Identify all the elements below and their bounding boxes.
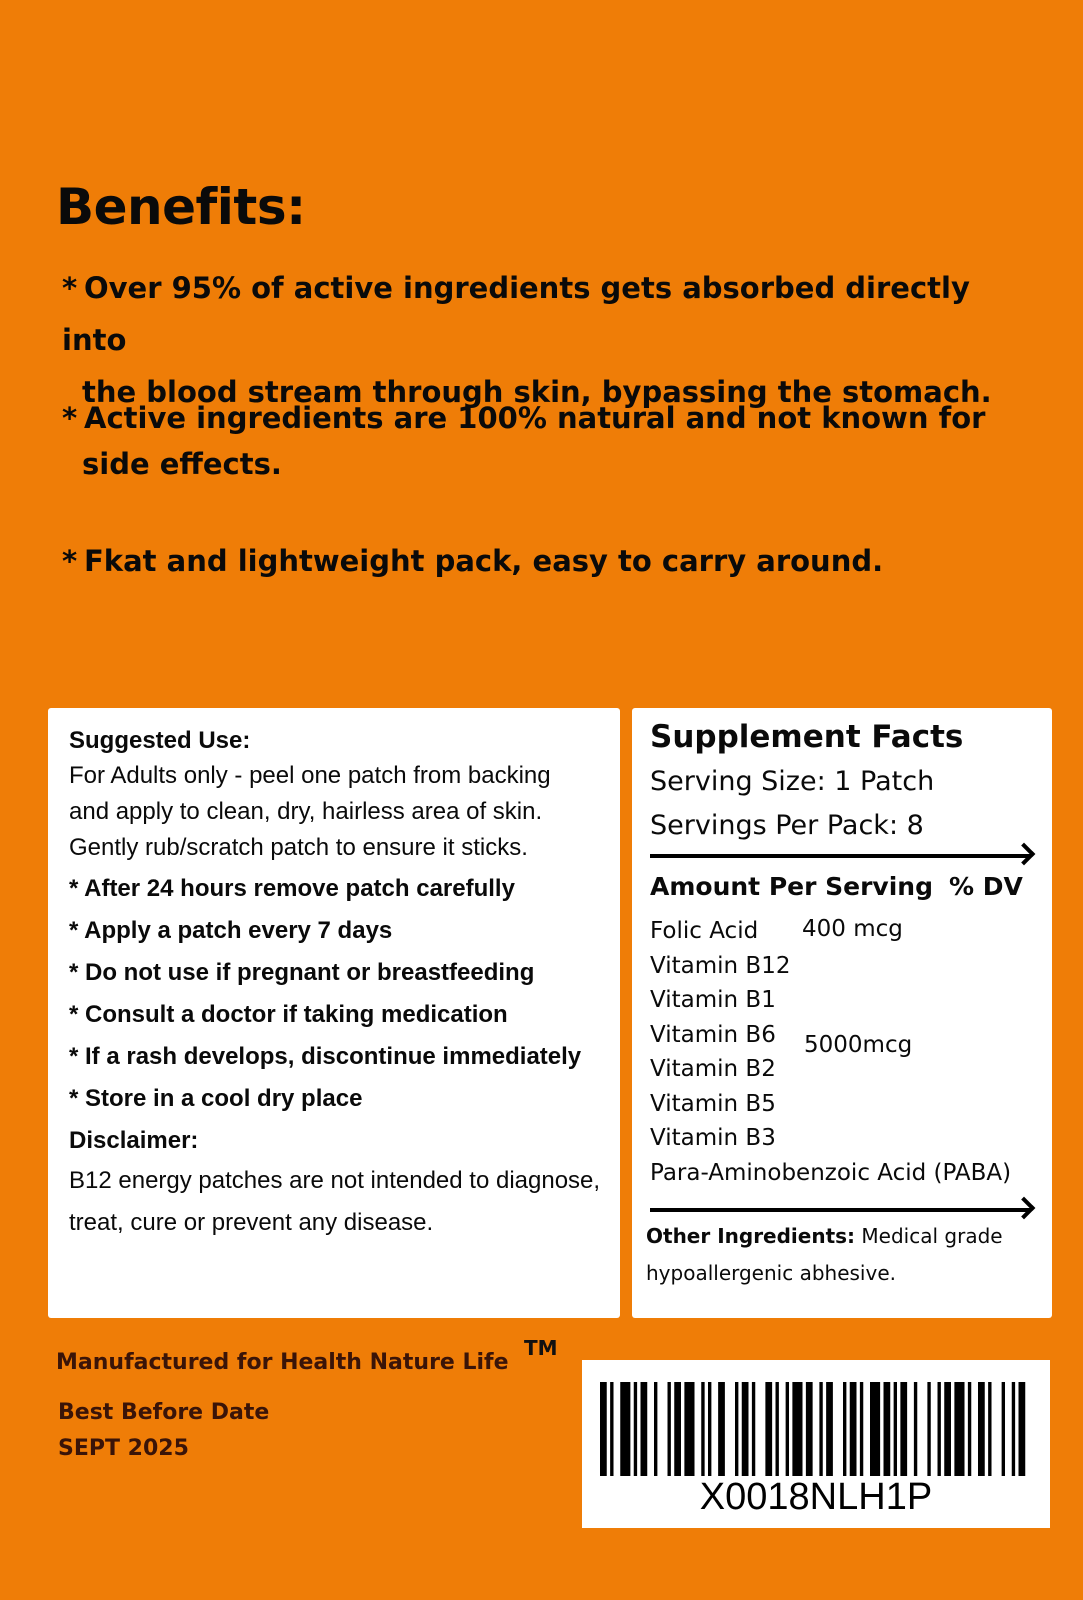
barcode-bar: [1002, 1382, 1005, 1476]
arrow-divider-icon: [650, 1208, 1030, 1212]
barcode-bar: [786, 1382, 789, 1476]
ingredient-item: Para-Aminobenzoic Acid (PABA): [650, 1159, 1012, 1186]
best-before-date: SEPT 2025: [58, 1436, 189, 1461]
suggested-use-body: For Adults only - peel one patch from backing and apply to clean, dry, hairless area of skin. Gently rub/scratch patch to ensure it sticks.: [69, 762, 551, 861]
benefits-title: Benefits:: [56, 178, 306, 236]
ingredient-item: Vitamin B1: [650, 987, 776, 1013]
trademark-mark: TM: [524, 1336, 558, 1360]
barcode: [582, 1360, 1050, 1528]
ingredient-list: [650, 914, 1052, 1194]
suggested-use-panel: [48, 708, 620, 1318]
barcode-bar: [634, 1382, 637, 1476]
benefit-item: [62, 392, 1042, 490]
disclaimer-body: B12 energy patches are not intended to diagnose, treat, cure or prevent any disease.: [69, 1167, 601, 1236]
ingredient-item: Vitamin B2: [650, 1056, 776, 1082]
barcode-bar: [776, 1382, 779, 1476]
bullet-star: *: [62, 401, 78, 435]
barcode-bar: [944, 1382, 951, 1476]
barcode-bar: [1012, 1382, 1015, 1476]
disclaimer-heading: Disclaimer:: [69, 1127, 199, 1154]
barcode-bars-icon: [600, 1382, 1032, 1476]
barcode-bar: [701, 1382, 704, 1476]
usage-list: [69, 868, 620, 1120]
barcode-bar: [654, 1382, 657, 1476]
barcode-bar: [894, 1382, 897, 1476]
barcode-bar: [674, 1382, 681, 1476]
usage-item: * Store in a cool dry place: [69, 1085, 363, 1112]
barcode-bar: [884, 1382, 891, 1476]
barcode-bar: [850, 1382, 857, 1476]
usage-item: * After 24 hours remove patch carefully: [69, 875, 515, 902]
supplement-facts-title: Supplement Facts: [650, 719, 964, 755]
ingredient-item: Vitamin B3: [650, 1125, 776, 1151]
usage-item: * Consult a doctor if taking medication: [69, 1001, 508, 1028]
barcode-bar: [684, 1382, 694, 1476]
barcode-bar: [620, 1382, 630, 1476]
bullet-star: *: [62, 544, 78, 578]
barcode-bar: [765, 1382, 772, 1476]
other-ingredients: [646, 1218, 1046, 1292]
serving-size: Serving Size: 1 Patch: [650, 766, 935, 797]
barcode-bar: [708, 1382, 711, 1476]
barcode-bar: [752, 1382, 755, 1476]
barcode-bar: [610, 1382, 613, 1476]
barcode-bar: [860, 1382, 863, 1476]
suggested-use-heading: Suggested Use:: [69, 727, 251, 754]
barcode-bar: [843, 1382, 846, 1476]
ingredient-item: Vitamin B5: [650, 1090, 776, 1117]
barcode-bar: [988, 1382, 991, 1476]
barcode-bar: [718, 1382, 725, 1476]
other-ingredients-label: Other Ingredients:: [646, 1224, 856, 1248]
folic-acid-amount: 400 mcg: [802, 916, 903, 942]
benefit-line: side effects.: [82, 447, 282, 481]
amount-header: [650, 870, 1052, 904]
supplement-facts-panel: [632, 708, 1052, 1318]
barcode-bar: [938, 1382, 941, 1476]
barcode-bar: [1019, 1382, 1026, 1476]
barcode-bar: [914, 1382, 917, 1476]
benefit-item: [62, 535, 1042, 587]
manufacturer-text: Manufactured for Health Nature Life: [56, 1350, 509, 1375]
amount-per-serving-label: Amount Per Serving: [650, 872, 933, 901]
benefit-line: Over 95% of active ingredients gets absorbed directly into: [62, 271, 970, 357]
barcode-number: X0018NLH1P: [699, 1476, 933, 1518]
barcode-bar: [819, 1382, 822, 1476]
servings-per-pack: Servings Per Pack: 8: [650, 810, 924, 841]
best-before-label: Best Before Date: [58, 1400, 270, 1425]
usage-item: * If a rash develops, discontinue immediately: [69, 1043, 582, 1070]
benefit-line: Active ingredients are 100% natural and not known for: [84, 401, 986, 435]
barcode-bar: [826, 1382, 833, 1476]
bullet-star: *: [62, 271, 78, 305]
vitamin-amount: 5000mcg: [804, 1032, 913, 1058]
arrow-divider-icon: [650, 854, 1030, 858]
barcode-bar: [870, 1382, 880, 1476]
barcode-bar: [978, 1382, 985, 1476]
benefit-line: Fkat and lightweight pack, easy to carry around.: [84, 544, 884, 578]
barcode-bar: [735, 1382, 738, 1476]
ingredient-item: Vitamin B12: [650, 952, 791, 979]
ingredient-item: Vitamin B6: [650, 1021, 776, 1048]
barcode-bar: [792, 1382, 802, 1476]
usage-item: * Do not use if pregnant or breastfeeding: [69, 959, 535, 986]
dv-label: % DV: [948, 872, 1023, 901]
ingredient-item: Folic Acid: [650, 918, 759, 944]
benefit-line: the blood stream through skin, bypassing the stomach.: [82, 375, 992, 409]
barcode-bar: [668, 1382, 671, 1476]
barcode-bar: [927, 1382, 930, 1476]
barcode-bar: [641, 1382, 648, 1476]
usage-item: * Apply a patch every 7 days: [69, 917, 393, 944]
barcode-bar: [806, 1382, 813, 1476]
other-ingredients-text: Medical grade hypoallergenic abhesive.: [646, 1224, 1003, 1285]
barcode-bar: [954, 1382, 964, 1476]
barcode-bar: [968, 1382, 971, 1476]
barcode-bar: [742, 1382, 749, 1476]
barcode-bar: [600, 1382, 607, 1476]
barcode-bar: [900, 1382, 907, 1476]
